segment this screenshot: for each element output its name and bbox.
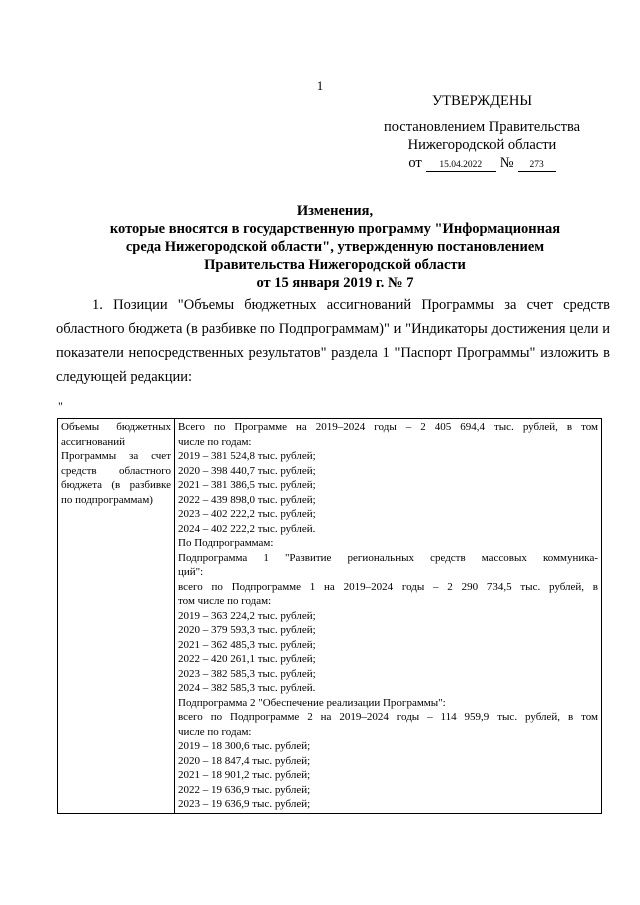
document-heading <box>60 202 610 292</box>
approval-line-2: Нижегородской области <box>407 137 557 153</box>
table-line: всего по Подпрограмме 2 на 2019–2024 годы – 114 959,9 тыс. рублей, в том <box>178 711 598 723</box>
table-line: 2023 – 402 222,2 тыс. рублей; <box>178 508 316 520</box>
table-line: 2021 – 381 386,5 тыс. рублей; <box>178 479 316 491</box>
opening-quote: " <box>58 399 63 413</box>
table-line: 2023 – 382 585,3 тыс. рублей; <box>178 667 316 680</box>
table-right-cell <box>175 419 602 814</box>
approval-line-1: постановлением Правительства <box>383 119 581 135</box>
table-line: том числе по годам: <box>178 595 272 607</box>
table-row <box>58 419 602 814</box>
approval-title: УТВЕРЖДЕНЫ <box>431 93 533 109</box>
number-label: № <box>499 155 514 171</box>
heading-line-3: среда Нижегородской области", утвержденную постановлением <box>125 239 545 255</box>
table-line: 2021 – 362 485,3 тыс. рублей; <box>178 638 316 651</box>
table-line: 2024 – 382 585,3 тыс. рублей. <box>178 682 316 694</box>
heading-line-1: Изменения, <box>296 203 374 219</box>
from-label: от <box>408 155 422 171</box>
heading-line-5: от 15 января 2019 г. № 7 <box>256 275 414 291</box>
table-line: 2022 – 19 636,9 тыс. рублей; <box>178 783 311 796</box>
table-line: ций": <box>178 566 204 578</box>
table-line: По Подпрограммам: <box>178 537 274 549</box>
table-line: Подпрограмма 2 "Обеспечение реализации Программы": <box>178 696 446 709</box>
table-line: 2022 – 420 261,1 тыс. рублей; <box>178 653 316 665</box>
approval-block <box>372 92 592 172</box>
approval-number: 273 <box>518 159 556 172</box>
table-line: 2019 – 18 300,6 тыс. рублей; <box>178 740 311 752</box>
table-line: числе по годам: <box>178 725 252 738</box>
passport-table <box>57 418 602 814</box>
table-line: Подпрограмма 1 "Развитие региональных средств массовых коммуника- <box>178 551 598 564</box>
approval-date-line <box>372 154 592 172</box>
table-line: 2022 – 439 898,0 тыс. рублей; <box>178 493 316 506</box>
table-line: 2019 – 363 224,2 тыс. рублей; <box>178 609 316 622</box>
table-left-cell: Объемы бюджетных ассигнований Программы за счет средств областного бюджета (в разбивке по подпрограммам) <box>58 419 175 814</box>
heading-line-4: Правительства Нижегородской области <box>204 257 466 273</box>
heading-line-2: которые вносятся в государственную программу "Информационная <box>109 221 561 237</box>
table-line: числе по годам: <box>178 435 252 448</box>
table-line: 2023 – 19 636,9 тыс. рублей; <box>178 798 311 810</box>
table-line: 2020 – 18 847,4 тыс. рублей; <box>178 754 311 767</box>
body-paragraph: 1. Позиции "Объемы бюджетных ассигнований Программы за счет средств областного бюджета (в разбивке по Подпрограммам)" и "Индикаторы достижения цели и показатели непосредственных результатов" раздела 1 "Паспорт Программы" изложить в следующей редакции: <box>56 297 610 385</box>
table-line: 2024 – 402 222,2 тыс. рублей. <box>178 522 316 535</box>
approval-date: 15.04.2022 <box>426 159 496 172</box>
table-line: 2020 – 379 593,3 тыс. рублей; <box>178 624 316 636</box>
table-line: 2020 – 398 440,7 тыс. рублей; <box>178 464 316 477</box>
table-line: Всего по Программе на 2019–2024 годы – 2 405 694,4 тыс. рублей, в том <box>178 421 598 433</box>
table-line: 2021 – 18 901,2 тыс. рублей; <box>178 769 311 781</box>
table-line: 2019 – 381 524,8 тыс. рублей; <box>178 450 316 462</box>
page-number: 1 <box>316 78 324 93</box>
table-line: всего по Подпрограмме 1 на 2019–2024 годы – 2 290 734,5 тыс. рублей, в <box>178 580 598 593</box>
